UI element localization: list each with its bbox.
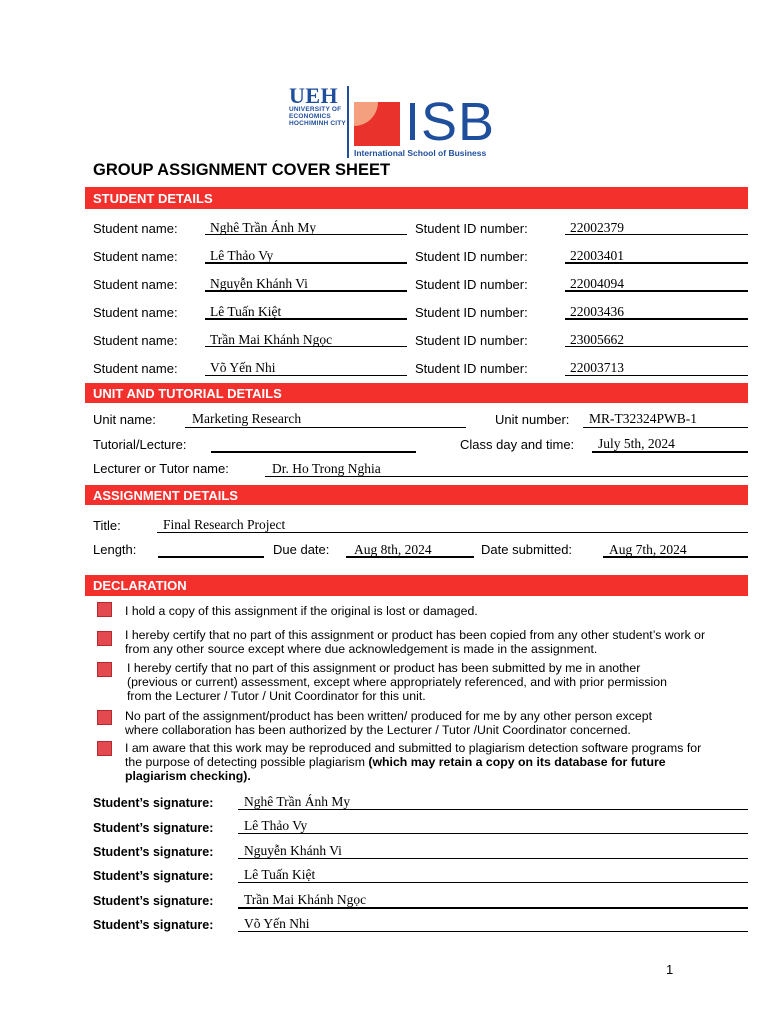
signature-value[interactable]: Lê Thảo Vy	[244, 818, 308, 833]
ueh-logo-text: UEH	[289, 83, 339, 108]
declaration-checkbox[interactable]	[97, 602, 112, 617]
student-name-label: Student name:	[93, 277, 178, 292]
signature-underline	[238, 907, 748, 909]
signature-value[interactable]: Nghê Trần Ánh My	[244, 794, 351, 809]
signature-underline	[238, 858, 748, 859]
unit-name-underline	[185, 427, 466, 428]
student-name-value[interactable]: Nguyễn Khánh Vi	[210, 276, 308, 291]
declaration-text: I hold a copy of this assignment if the original is lost or damaged.	[125, 604, 478, 618]
student-id-underline	[565, 346, 748, 347]
length-label: Length:	[93, 542, 137, 557]
isb-logo-quarter	[354, 102, 378, 126]
ueh-logo-line1: UNIVERSITY OF	[289, 106, 342, 113]
unit-name-label: Unit name:	[93, 412, 156, 427]
signature-label: Student’s signature:	[93, 821, 214, 835]
student-name-underline	[205, 346, 407, 347]
tutorial-label: Tutorial/Lecture:	[93, 437, 187, 452]
student-id-value[interactable]: 23005662	[570, 332, 624, 347]
declaration-text: No part of the assignment/product has been written/ produced for me by any other person except where collaboration has been authorized by the Lecturer / Tutor /Unit Coordinator concerned.	[125, 709, 653, 737]
student-name-underline	[205, 375, 407, 376]
student-name-underline	[205, 262, 407, 264]
signature-value[interactable]: Trần Mai Khánh Ngọc	[244, 892, 367, 907]
student-id-value[interactable]: 22004094	[570, 276, 624, 291]
unit-number-value[interactable]: MR-T32324PWB-1	[589, 411, 697, 426]
isb-logo-subtitle: International School of Business	[354, 148, 487, 158]
signature-label: Student’s signature:	[93, 845, 214, 859]
student-id-value[interactable]: 22003713	[570, 360, 624, 375]
ueh-logo-line2: ECONOMICS	[289, 113, 331, 120]
unit-number-label: Unit number:	[495, 412, 570, 427]
declaration-checkbox[interactable]	[97, 662, 112, 677]
declaration-text-plagiarism	[125, 741, 701, 783]
signature-value[interactable]: Võ Yến Nhi	[244, 916, 310, 931]
section-assignment-details: ASSIGNMENT DETAILS	[85, 485, 748, 505]
section-unit-details: UNIT AND TUTORIAL DETAILS	[85, 383, 748, 403]
declaration-text: I hereby certify that no part of this assignment or product has been copied from any other student’s work or from any other source except where due acknowledgement is made in the assignment.	[125, 628, 706, 656]
student-id-value[interactable]: 22002379	[570, 220, 624, 235]
isb-logo-text: ISB	[405, 92, 496, 152]
student-name-underline	[205, 290, 407, 292]
student-name-value[interactable]: Nghê Trần Ánh My	[210, 220, 317, 235]
student-id-label: Student ID number:	[415, 277, 528, 292]
student-id-label: Student ID number:	[415, 333, 528, 348]
student-name-label: Student name:	[93, 361, 178, 376]
student-name-label: Student name:	[93, 221, 178, 236]
ueh-logo	[289, 83, 351, 127]
signature-label: Student’s signature:	[93, 796, 214, 810]
declaration-text: I hereby certify that no part of this assignment or product has been submitted by me in another (previous or current) assessment, except where appropriately referenced, and with prior permission from the Lecturer / Tutor / Unit Coordinator for this unit.	[127, 661, 667, 703]
class-day-label: Class day and time:	[460, 437, 575, 452]
student-name-label: Student name:	[93, 249, 178, 264]
signature-underline	[238, 882, 748, 883]
signature-label: Student’s signature:	[93, 869, 214, 883]
student-id-underline	[565, 318, 748, 320]
unit-name-value[interactable]: Marketing Research	[192, 411, 302, 426]
student-id-value[interactable]: 22003401	[570, 248, 624, 263]
signature-underline	[238, 833, 748, 834]
title-label: Title:	[93, 518, 121, 533]
signature-underline	[238, 931, 748, 932]
student-id-underline	[565, 262, 748, 264]
due-date-underline	[346, 556, 474, 558]
length-underline	[158, 556, 264, 558]
date-submitted-label: Date submitted:	[481, 542, 573, 557]
date-submitted-underline	[603, 556, 748, 558]
title-value[interactable]: Final Research Project	[163, 517, 286, 532]
section-student-details: STUDENT DETAILS	[85, 187, 748, 209]
student-name-value[interactable]: Lê Tuấn Kiệt	[210, 304, 282, 319]
lecturer-underline	[265, 476, 748, 477]
signature-label: Student’s signature:	[93, 894, 214, 908]
declaration-checkbox[interactable]	[97, 741, 112, 756]
student-id-underline	[565, 234, 748, 235]
declaration-text-plain: I am aware that this work may be reproduced and submitted to plagiarism detection software programs for the purpose of detecting possible plagiarism	[125, 741, 702, 769]
signature-value[interactable]: Lê Tuấn Kiệt	[244, 867, 316, 882]
date-submitted-value[interactable]: Aug 7th, 2024	[609, 542, 687, 557]
signature-underline	[238, 809, 748, 810]
page-number: 1	[666, 962, 674, 977]
page-title: GROUP ASSIGNMENT COVER SHEET	[93, 161, 391, 179]
class-day-value[interactable]: July 5th, 2024	[598, 436, 675, 451]
lecturer-value[interactable]: Dr. Ho Trong Nghia	[272, 461, 381, 476]
logo-divider	[347, 86, 349, 158]
student-name-value[interactable]: Võ Yến Nhi	[210, 360, 276, 375]
student-id-label: Student ID number:	[415, 221, 528, 236]
declaration-checkbox[interactable]	[97, 710, 112, 725]
student-id-value[interactable]: 22003436	[570, 304, 624, 319]
unit-number-underline	[583, 427, 748, 428]
student-id-underline	[565, 290, 748, 292]
class-day-underline	[592, 451, 748, 453]
student-id-label: Student ID number:	[415, 361, 528, 376]
isb-logo-mark	[354, 102, 400, 146]
student-id-label: Student ID number:	[415, 249, 528, 264]
student-name-label: Student name:	[93, 305, 178, 320]
student-name-value[interactable]: Trần Mai Khánh Ngọc	[210, 332, 333, 347]
declaration-text-bold: (which may retain a copy on its database for future plagiarism checking).	[125, 755, 666, 783]
student-name-label: Student name:	[93, 333, 178, 348]
due-date-value[interactable]: Aug 8th, 2024	[354, 542, 432, 557]
due-date-label: Due date:	[273, 542, 330, 557]
title-underline	[157, 532, 748, 533]
signature-label: Student’s signature:	[93, 918, 214, 932]
ueh-logo-line3: HOCHIMINH CITY	[289, 120, 346, 127]
student-name-underline	[205, 318, 407, 320]
section-declaration: DECLARATION	[85, 575, 748, 596]
signature-value[interactable]: Nguyễn Khánh Vi	[244, 843, 342, 858]
student-id-label: Student ID number:	[415, 305, 528, 320]
tutorial-underline	[211, 451, 416, 453]
student-name-underline	[205, 234, 407, 235]
student-name-value[interactable]: Lê Thảo Vy	[210, 248, 274, 263]
declaration-checkbox[interactable]	[97, 631, 112, 646]
lecturer-label: Lecturer or Tutor name:	[93, 461, 229, 476]
student-id-underline	[565, 375, 748, 376]
